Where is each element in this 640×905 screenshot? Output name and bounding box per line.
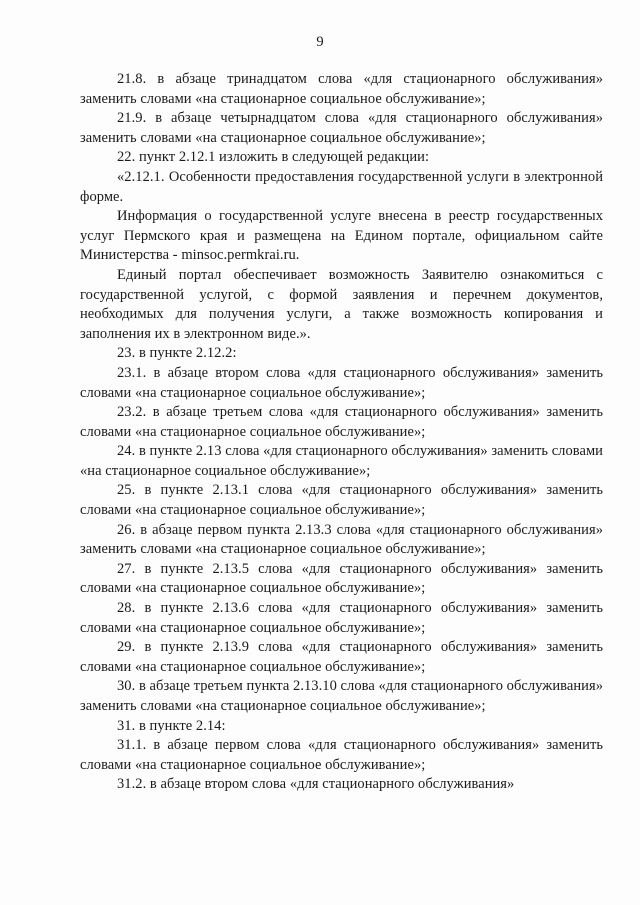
- document-body: [80, 70, 603, 795]
- paragraph-22: 22. пункт 2.12.1 изложить в следующей редакции:: [117, 149, 430, 166]
- paragraph-21-8: 21.8. в абзаце тринадцатом слова «для стационарного обслуживания» заменить словами «на стационарное социальное обслуживание»;: [80, 71, 603, 107]
- paragraph-registry-info: Информация о государственной услуге внесена в реестр государственных услуг Пермского края и размещена на Едином портале, официальном сайте Министерства - minsoc.permkrai.ru.: [80, 208, 603, 264]
- paragraph-27: 27. в пункте 2.13.5 слова «для стационарного обслуживания» заменить словами «на стационарное социальное обслуживание»;: [80, 560, 603, 597]
- paragraph-31-2: 31.2. в абзаце втором слова «для стационарного обслуживания»: [117, 776, 515, 793]
- paragraph-30: 30. в абзаце третьем пункта 2.13.10 слова «для стационарного обслуживания» заменить словами «на стационарное социальное обслуживание»;: [80, 678, 603, 714]
- paragraph-25: 25. в пункте 2.13.1 слова «для стационарного обслуживания» заменить словами «на стационарное социальное обслуживание»;: [80, 482, 603, 519]
- paragraph-28: 28. в пункте 2.13.6 слова «для стационарного обслуживания» заменить словами «на стационарное социальное обслуживание»;: [80, 600, 603, 636]
- paragraph-26: 26. в абзаце первом пункта 2.13.3 слова «для стационарного обслуживания» заменить словами «на стационарное социальное обслуживание»;: [80, 521, 603, 558]
- paragraph-21-9: 21.9. в абзаце четырнадцатом слова «для стационарного обслуживания» заменить словами «на стационарное социальное обслуживание»;: [80, 110, 603, 146]
- paragraph-23-2: 23.2. в абзаце третьем слова «для стационарного обслуживания» заменить словами «на стационарное социальное обслуживание»;: [80, 404, 603, 440]
- paragraph-31: 31. в пункте 2.14:: [117, 717, 226, 734]
- paragraph-23-1: 23.1. в абзаце втором слова «для стационарного обслуживания» заменить словами «на стационарное социальное обслуживание»;: [80, 364, 603, 401]
- paragraph-31-1: 31.1. в абзаце первом слова «для стационарного обслуживания» заменить словами «на стационарное социальное обслуживание»;: [80, 737, 603, 773]
- paragraph-portal-info: Единый портал обеспечивает возможность Заявителю ознакомиться с государственной услугой, с формой заявления и перечнем документов, необходимых для получения услуги, а также возможность копирования и заполнения их в электронном виде.».: [80, 266, 603, 342]
- paragraph-24: 24. в пункте 2.13 слова «для стационарного обслуживания» заменить словами «на стационарное социальное обслуживание»;: [80, 443, 603, 479]
- paragraph-23: 23. в пункте 2.12.2:: [117, 345, 237, 362]
- paragraph-29: 29. в пункте 2.13.9 слова «для стационарного обслуживания» заменить словами «на стационарное социальное обслуживание»;: [80, 639, 603, 675]
- paragraph-2-12-1-heading: «2.12.1. Особенности предоставления государственной услуги в электронной форме.: [80, 168, 603, 205]
- page-number: 9: [316, 34, 324, 50]
